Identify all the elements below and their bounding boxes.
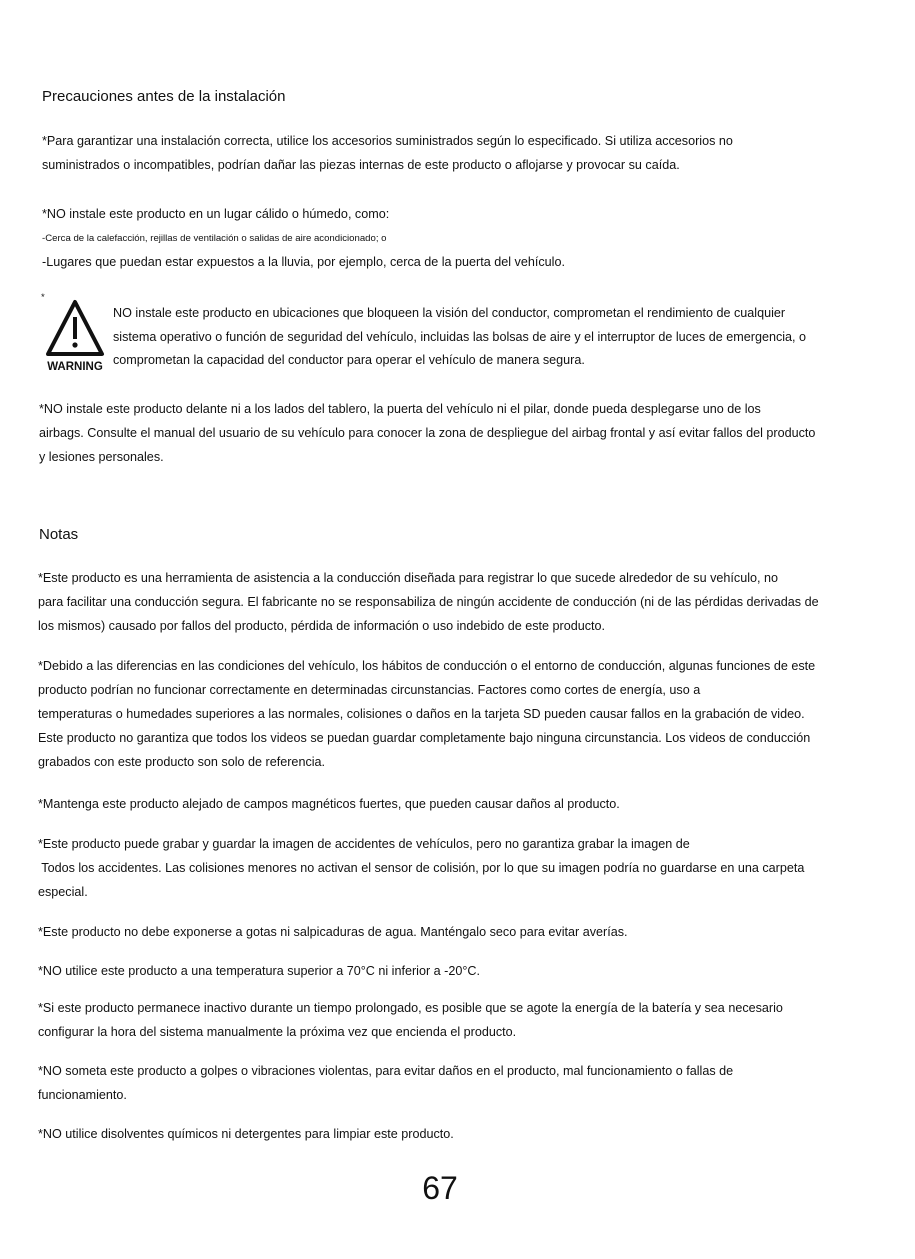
- note-text: *NO utilice disolventes químicos ni detergentes para limpiar este producto.: [38, 1127, 454, 1141]
- note-text: Todos los accidentes. Las colisiones menores no activan el sensor de colisión, por lo que su imagen podría no guardarse en una carpeta: [38, 861, 805, 875]
- note-text: *Este producto puede grabar y guardar la imagen de accidentes de vehículos, pero no garantiza grabar la imagen de: [38, 837, 690, 851]
- note-text: producto podrían no funcionar correctamente en determinadas circunstancias. Factores como cortes de energía, uso a: [38, 683, 701, 697]
- note-text: *Si este producto permanece inactivo durante un tiempo prolongado, es posible que se agote la energía de la batería y sea necesario: [38, 1001, 783, 1015]
- note-text: Este producto no garantiza que todos los videos se puedan guardar completamente bajo ninguna circunstancia. Los videos de conducción: [38, 731, 811, 745]
- note-text: *Debido a las diferencias en las condiciones del vehículo, los hábitos de conducción o el entorno de conducción, algunas funciones de este: [38, 659, 816, 673]
- warning-text: NO instale este producto en ubicaciones que bloqueen la visión del conductor, comprometan el rendimiento de cualquier: [113, 306, 786, 320]
- precaution-text: *NO instale este producto en un lugar cálido o húmedo, como:: [42, 207, 390, 221]
- precaution-text: airbags. Consulte el manual del usuario de su vehículo para conocer la zona de despliegue del airbag frontal y así evitar fallos del producto: [39, 426, 816, 440]
- section-title-precautions: Precauciones antes de la instalación: [42, 88, 286, 105]
- precaution-text: *Para garantizar una instalación correcta, utilice los accesorios suministrados según lo especificado. Si utiliza accesorios no: [42, 134, 733, 148]
- note-text: funcionamiento.: [38, 1088, 127, 1102]
- note-text: *Mantenga este producto alejado de campos magnéticos fuertes, que pueden causar daños al producto.: [38, 797, 620, 811]
- note-text: *Este producto no debe exponerse a gotas ni salpicaduras de agua. Manténgalo seco para evitar averías.: [38, 925, 628, 939]
- note-text: configurar la hora del sistema manualmente la próxima vez que encienda el producto.: [38, 1025, 517, 1039]
- warning-asterisk: *: [41, 292, 45, 303]
- note-text: para facilitar una conducción segura. El fabricante no se responsabiliza de ningún accidente de conducción (ni de las pérdidas derivadas de: [38, 595, 819, 609]
- warning-triangle-icon: [44, 298, 106, 374]
- note-text: *NO someta este producto a golpes o vibraciones violentas, para evitar daños en el producto, mal funcionamiento o fallas de: [38, 1064, 734, 1078]
- precaution-text: y lesiones personales.: [39, 450, 164, 464]
- precaution-text: *NO instale este producto delante ni a los lados del tablero, la puerta del vehículo ni el pilar, donde pueda desplegarse uno de los: [39, 402, 761, 416]
- precaution-text: suministrados o incompatibles, podrían dañar las piezas internas de este producto o aflojarse y provocar su caída.: [42, 158, 680, 172]
- precaution-list-item: -Lugares que puedan estar expuestos a la lluvia, por ejemplo, cerca de la puerta del vehículo.: [42, 255, 565, 269]
- warning-text: comprometan la capacidad del conductor para operar el vehículo de manera segura.: [113, 353, 585, 367]
- section-title-notes: Notas: [39, 526, 79, 543]
- warning-text: sistema operativo o función de seguridad del vehículo, incluidas las bolsas de aire y el interruptor de luces de emergencia, o: [113, 330, 807, 344]
- note-text: temperaturas o humedades superiores a las normales, colisiones o daños en la tarjeta SD pueden causar fallos en la grabación de video.: [38, 707, 805, 721]
- note-text: los mismos) causado por fallos del producto, pérdida de información o uso indebido de este producto.: [38, 619, 606, 633]
- warning-label: WARNING: [47, 361, 103, 373]
- precaution-list-item: -Cerca de la calefacción, rejillas de ventilación o salidas de aire acondicionado; o: [42, 233, 387, 244]
- note-text: grabados con este producto son solo de referencia.: [38, 755, 326, 769]
- note-text: *NO utilice este producto a una temperatura superior a 70°C ni inferior a -20°C.: [38, 964, 480, 978]
- page-number: 67: [422, 1170, 458, 1206]
- note-text: especial.: [38, 885, 88, 899]
- note-text: *Este producto es una herramienta de asistencia a la conducción diseñada para registrar lo que sucede alrededor de su vehículo, no: [38, 571, 778, 585]
